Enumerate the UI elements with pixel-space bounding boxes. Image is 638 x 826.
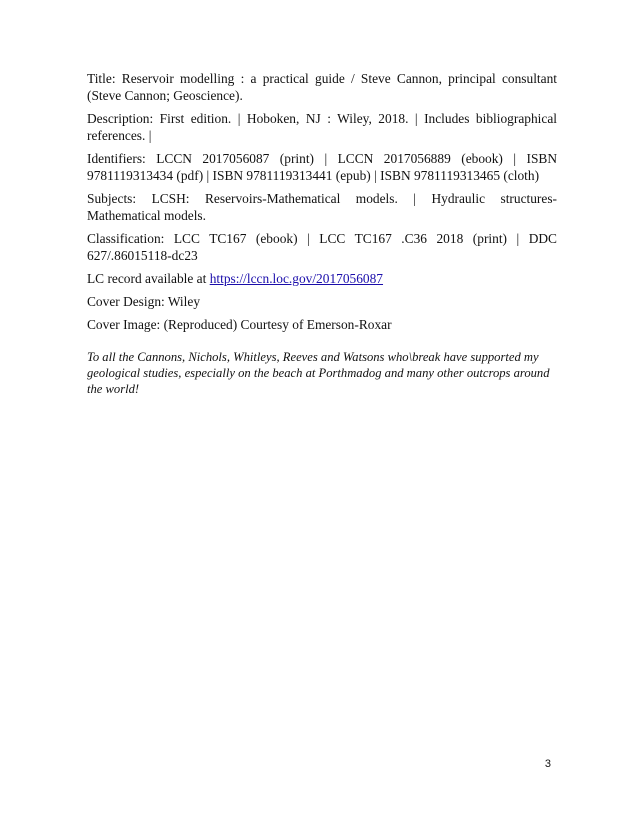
identifiers-line: Identifiers: LCCN 2017056087 (print) | LCCN 2017056889 (ebook) | ISBN 9781119313434 (pdf) | ISBN 9781119313441 (epub) | ISBN 9781119313465 (cloth) (87, 151, 557, 183)
cataloging-record (87, 70, 557, 339)
cover-image-line: Cover Image: (Reproduced) Courtesy of Emerson-Roxar (87, 317, 392, 332)
dedication-text: To all the Cannons, Nichols, Whitleys, Reeves and Watsons who\break have supported my geological studies, especially on the beach at Porthmadog and many other outcrops around the world! (87, 350, 550, 396)
lc-record-link[interactable]: https://lccn.loc.gov/2017056087 (209, 271, 384, 286)
cover-design-line: Cover Design: Wiley (87, 294, 201, 309)
lc-record-line (87, 270, 557, 287)
title-line: Title: Reservoir modelling : a practical guide / Steve Cannon, principal consultant (Steve Cannon; Geoscience). (87, 71, 557, 103)
subjects-line: Subjects: LCSH: Reservoirs-Mathematical models. | Hydraulic structures-Mathematical models. (87, 191, 557, 223)
classification-line: Classification: LCC TC167 (ebook) | LCC TC167 .C36 2018 (print) | DDC 627/.86015118-dc23 (87, 231, 557, 263)
page-number: 3 (544, 758, 551, 770)
lc-record-prefix: LC record available at (87, 271, 210, 286)
description-line: Description: First edition. | Hoboken, NJ : Wiley, 2018. | Includes bibliographical references. | (87, 111, 557, 143)
